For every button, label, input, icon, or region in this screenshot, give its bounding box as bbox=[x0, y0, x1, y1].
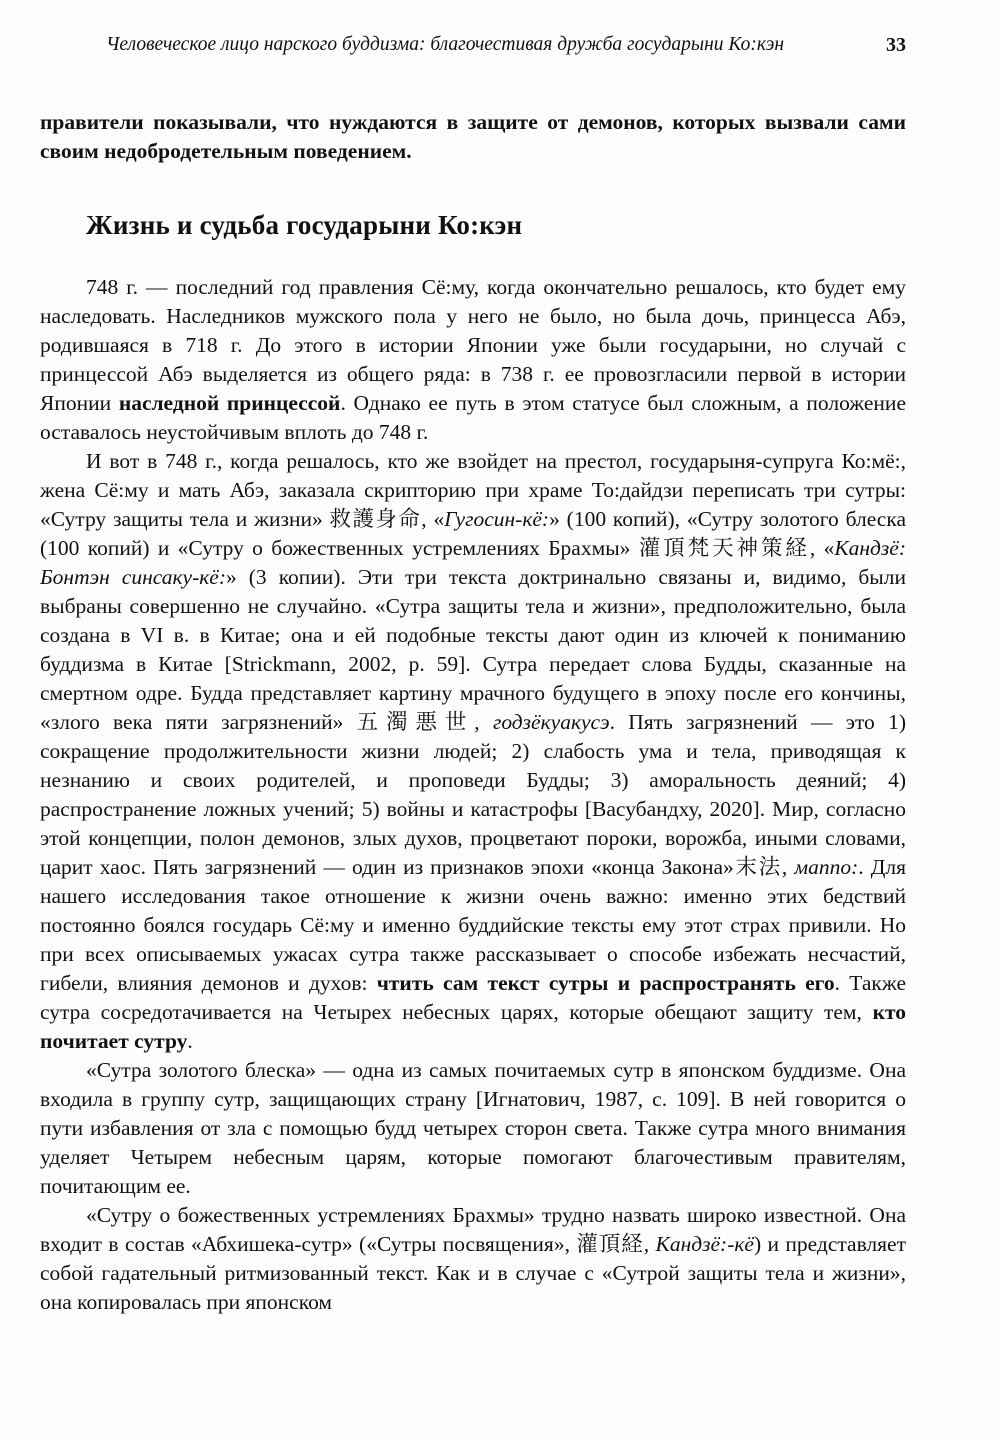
bold-run: наследной принцессой bbox=[118, 391, 341, 415]
running-title: Человеческое лицо нарского буддизма: благочестивая дружба государыни Ко:кэн bbox=[106, 34, 784, 55]
page-number: 33 bbox=[886, 34, 906, 56]
text-run: . Пять загрязнений — это 1) сокращение продолжительности жизни людей; 2) слабость ума и тела, приводящая к незнанию и своих родителей, и проповеди Будды; 3) аморальность деяний; 4) распространение ложных учений; 5) войны и катастрофы [Васубандху, 2020]. Мир, согласно этой концепции, полон демонов, злых духов, процветают пороки, ворожба, иными словами, царит хаос. Пять загрязнений — один из признаков эпохи «конца Закона»末法, bbox=[40, 710, 906, 879]
paragraph bbox=[40, 447, 906, 1056]
text-run: . Также сутра сосредотачивается на Четырех небесных царях, которые обещают защиту тем, bbox=[40, 971, 906, 1024]
italic-run: годзёкуакусэ bbox=[492, 710, 610, 734]
text-run: И вот в 748 г., когда решалось, кто же взойдет на престол, государыня-супруга Ко:мё:, жена Сё:му и мать Абэ, заказала скрипторию при храме То:дайдзи переписать три сутры: «Сутру защиты тела и жизни» 救護身命, « bbox=[40, 449, 906, 531]
italic-run: Кандзё:-кё bbox=[655, 1232, 754, 1256]
paragraph bbox=[40, 1201, 906, 1317]
italic-run: Гугосин-кё: bbox=[444, 507, 550, 531]
text-run: . Однако ее путь в этом статусе был сложным, а положение оставалось неустойчивым вплоть до 748 г. bbox=[40, 391, 906, 444]
text-run: ) и представляет собой гадательный ритмизованный текст. Как и в случае с «Сутрой защиты тела и жизни», она копировалась при японском bbox=[40, 1232, 906, 1314]
bold-run: чтить сам текст сутры и распространять его bbox=[376, 971, 835, 995]
section-heading: Жизнь и судьба государыни Ко:кэн bbox=[86, 210, 523, 240]
text-run: . bbox=[187, 1029, 193, 1053]
text-run: » (100 копий), «Сутру золотого блеска (100 копий) и «Сутру о божественных устремлениях Брахмы» 灌頂梵天神策経, « bbox=[40, 507, 906, 560]
text-run: «Сутра золотого блеска» — одна из самых почитаемых сутр в японском буддизме. Она входила в группу сутр, защищающих страну [Игнатович, 1987, с. 109]. В ней говорится о пути избавления от зла с помощью будд четырех сторон света. Также сутра много внимания уделяет Четырем небесным царям, которые помогают благочестивым правителям, почитающим ее. bbox=[40, 1058, 906, 1198]
intro-paragraph bbox=[40, 108, 906, 166]
paragraph bbox=[40, 273, 906, 447]
italic-run: маппо: bbox=[794, 855, 859, 879]
text-run: . Для нашего исследования такое отношение к жизни очень важно: именно этих бедствий постоянно боялся государь Сё:му и именно буддийские тексты ему этот страх привили. Но при всех описываемых ужасах сутра также рассказывает о способе избежать несчастий, гибели, влияния демонов и духов: bbox=[40, 855, 906, 995]
italic-run: Кандзё: Бонтэн синсаку-кё: bbox=[40, 536, 906, 589]
body-paragraphs bbox=[40, 273, 906, 1317]
running-header bbox=[40, 34, 906, 64]
text-run: «Сутру о божественных устремлениях Брахмы» трудно назвать широко известной. Она входит в состав «Абхишека-сутр» («Сутры посвящения», 灌頂経, bbox=[40, 1203, 906, 1256]
text-run: 748 г. — последний год правления Сё:му, когда окончательно решалось, кто будет ему наследовать. Наследников мужского пола у него не было, но была дочь, принцесса Абэ, родившаяся в 718 г. До этого в истории Японии уже были государыни, но случай с принцессой Абэ выделяется из общего ряда: в 738 г. ее провозгласили первой в истории Японии bbox=[40, 275, 906, 415]
text-run: » (3 копии). Эти три текста доктринально связаны и, видимо, были выбраны совершенно не случайно. «Сутра защиты тела и жизни», предположительно, была создана в VI в. в Китае; она и ей подобные тексты дают один из ключей к пониманию буддизма в Китае [Strickmann, 2002, p. 59]. Сутра передает слова Будды, сказанные на смертном одре. Будда представляет картину мрачного будущего в эпоху после его кончины, «злого века пяти загрязнений» 五濁悪世, bbox=[40, 565, 906, 734]
paragraph bbox=[40, 1056, 906, 1201]
bold-run: кто почитает сутру bbox=[40, 1000, 906, 1053]
bold-run: правители показывали, что нуждаются в защите от демонов, которых вызвали сами своим недобродетельным поведением. bbox=[40, 110, 906, 163]
